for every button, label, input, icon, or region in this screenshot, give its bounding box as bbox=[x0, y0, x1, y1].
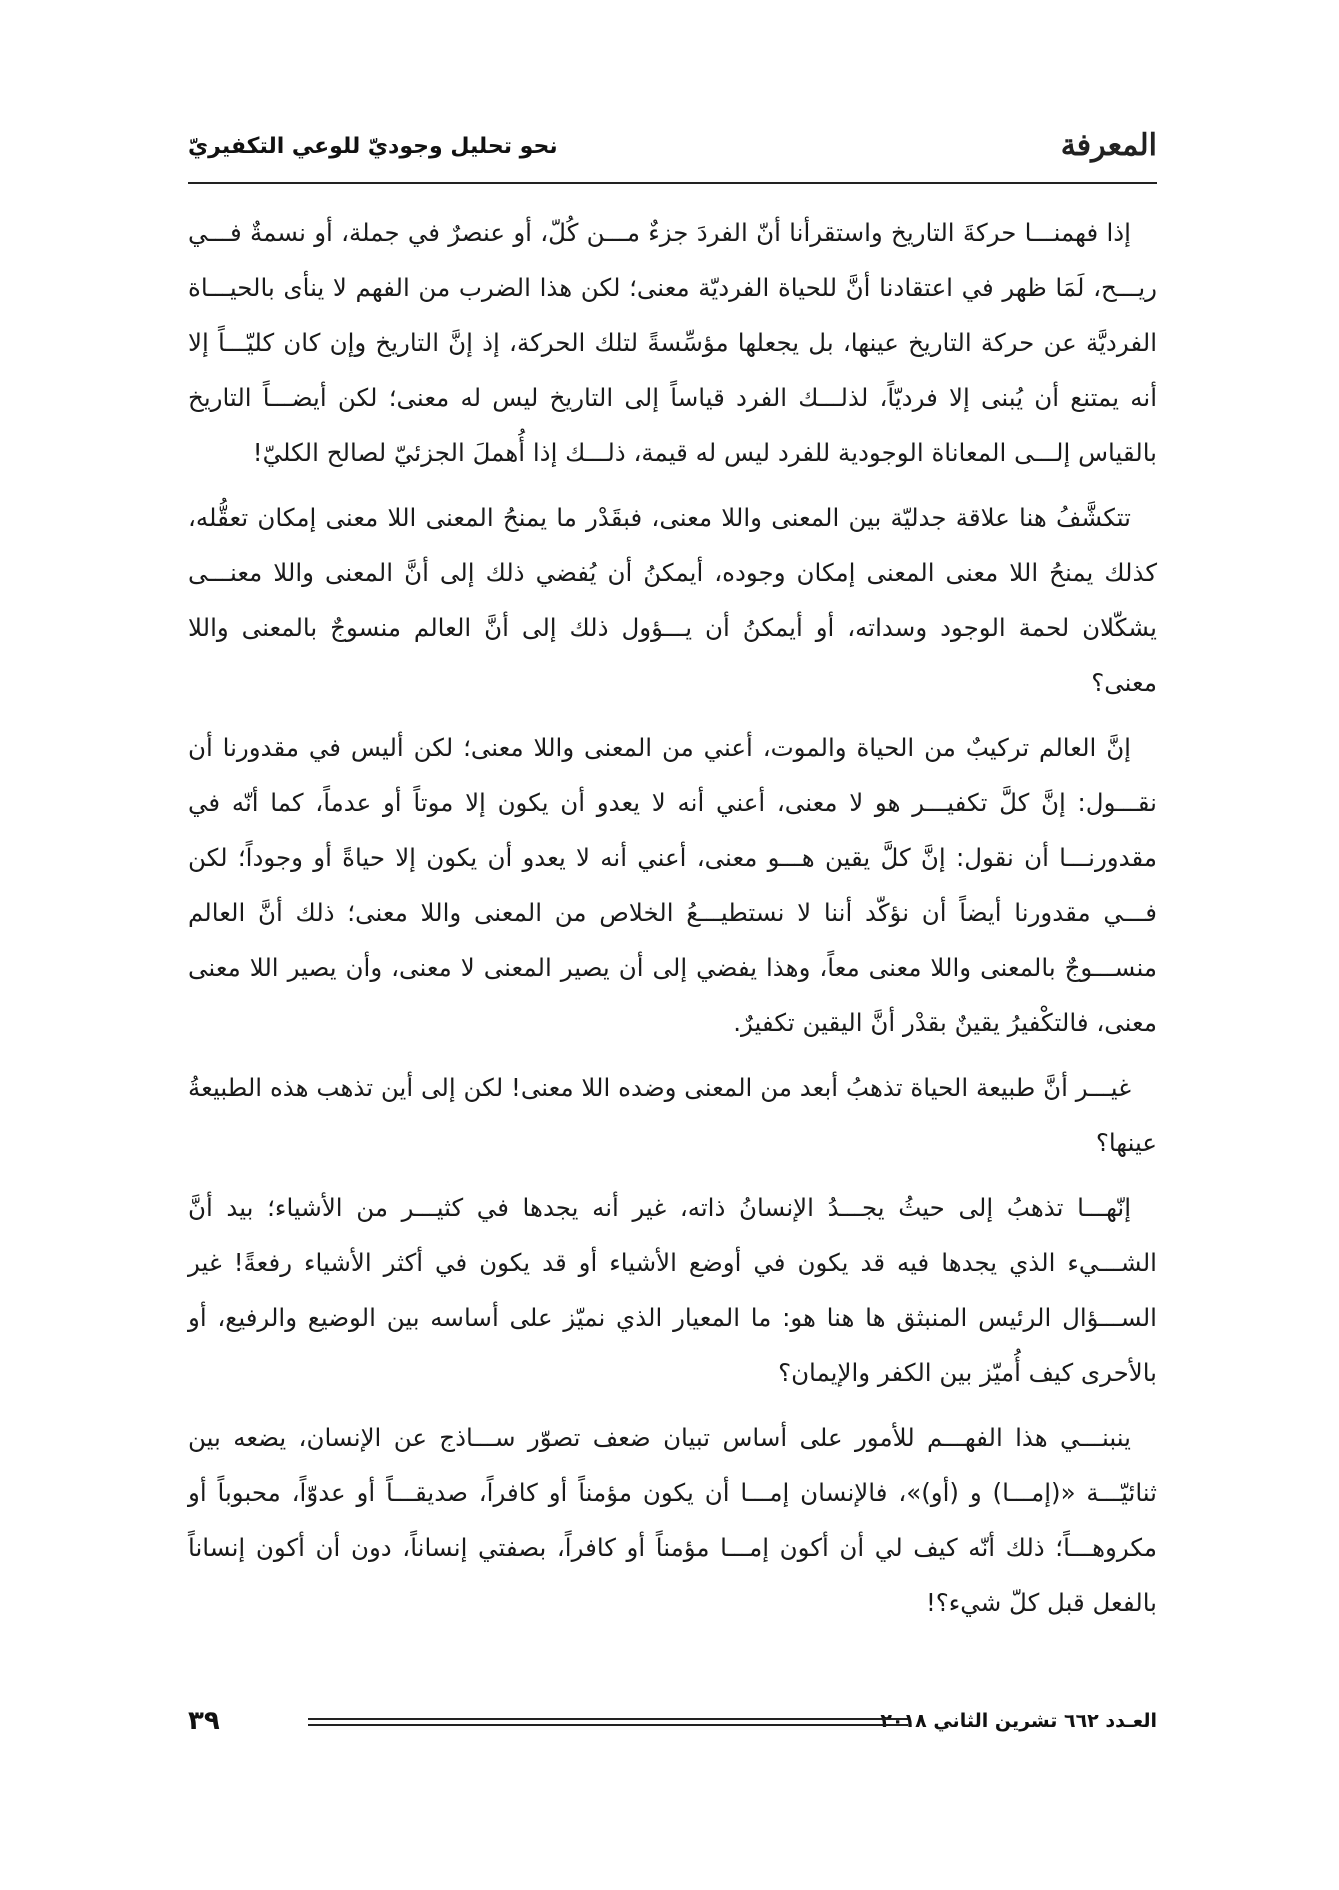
journal-logo: المعرفة bbox=[1060, 128, 1157, 163]
paragraph: إذا فهمنـــا حركةَ التاريخ واستقرأنا أنّ الفردَ جزءٌ مـــن كُلّ، أو عنصرٌ في جملة، أو نسمةٌ فـــي ريـــح، لَمَا ظهر في اعتقادنا أنَّ للحياة الفرديّة معنى؛ لكن هذا الضرب من الفهم لا ينأى بالحيـــاة الفرديَّة عن حركة التاريخ عينها، بل يجعلها مؤسِّسةً لتلك الحركة، إذ إنَّ التاريخ وإن كان كليّـــاً إلا أنه يمتنع أن يُبنى إلا فرديّاً، لذلـــك الفرد قياساً إلى التاريخ ليس له معنى؛ لكن أيضـــاً التاريخ بالقياس إلـــى المعاناة الوجودية للفرد ليس له قيمة، ذلـــك إذا أُهملَ الجزئيّ لصالح الكليّ! bbox=[188, 218, 1157, 467]
paragraph: غيـــر أنَّ طبيعة الحياة تذهبُ أبعد من المعنى وضده اللا معنى! لكن إلى أين تذهب هذه الطبيعةُ عينها؟ bbox=[188, 1073, 1157, 1157]
article-body bbox=[188, 205, 1157, 1640]
paragraph: تتكشَّفُ هنا علاقة جدليّة بين المعنى واللا معنى، فبقَدْر ما يمنحُ المعنى اللا معنى إمكان تعقُّله، كذلك يمنحُ اللا معنى المعنى إمكان وجوده، أيمكنُ أن يُفضي ذلك إلى أنَّ المعنى واللا معنـــى يشكّلان لحمة الوجود وسداته، أو أيمكنُ أن يـــؤول ذلك إلى أنَّ العالم منسوجٌ بالمعنى واللا معنى؟ bbox=[188, 503, 1157, 697]
header-divider bbox=[188, 182, 1157, 184]
paragraph: إنّهـــا تذهبُ إلى حيثُ يجـــدُ الإنسانُ ذاته، غير أنه يجدها في كثيـــر من الأشياء؛ بيد أنَّ الشـــيء الذي يجدها فيه قد يكون في أوضع الأشياء أو قد يكون في أكثر الأشياء رفعةً! غير الســـؤال الرئيس المنبثق ها هنا هو: ما المعيار الذي نميّز على أساسه بين الوضيع والرفيع، أو بالأحرى كيف أُميّز بين الكفر والإيمان؟ bbox=[188, 1193, 1157, 1387]
paragraph: ينبنـــي هذا الفهـــم للأمور على أساس تبيان ضعف تصوّر ســـاذج عن الإنسان، يضعه بين ثنائيّـــة «(إمـــا) و (أو)»، فالإنسان إمـــا أن يكون مؤمناً أو كافراً، صديقـــاً أو عدوّاً، محبوباً أو مكروهـــاً؛ ذلك أنّه كيف لي أن أكون إمـــا مؤمناً أو كافراً، بصفتي إنساناً، دون أن أكون إنساناً بالفعل قبل كلّ شيء؟! bbox=[188, 1423, 1157, 1617]
page-number: ٣٩ bbox=[188, 1706, 220, 1736]
page-header bbox=[188, 128, 1157, 176]
page-footer bbox=[188, 1706, 1157, 1746]
footer-divider bbox=[308, 1718, 908, 1726]
running-title: نحو تحليل وجوديّ للوعي التكفيريّ bbox=[188, 134, 558, 159]
issue-info: العـدد ٦٦٢ تشرين الثاني ٢٠١٨ bbox=[880, 1710, 1157, 1732]
paragraph: إنَّ العالم تركيبٌ من الحياة والموت، أعني من المعنى واللا معنى؛ لكن أليس في مقدورنا أن نقـــول: إنَّ كلَّ تكفيـــر هو لا معنى، أعني أنه لا يعدو أن يكون إلا موتاً أو عدماً، كما أنّه في مقدورنـــا أن نقول: إنَّ كلَّ يقين هـــو معنى، أعني أنه لا يعدو أن يكون إلا حياةً أو وجوداً؛ لكن فـــي مقدورنا أيضاً أن نؤكّد أننا لا نستطيـــعُ الخلاص من المعنى واللا معنى؛ ذلك أنَّ العالم منســـوجٌ بالمعنى واللا معنى معاً، وهذا يفضي إلى أن يصير المعنى لا معنى، وأن يصير اللا معنى معنى، فالتكْفيرُ يقينٌ بقدْر أنَّ اليقين تكفيرٌ. bbox=[188, 733, 1157, 1037]
